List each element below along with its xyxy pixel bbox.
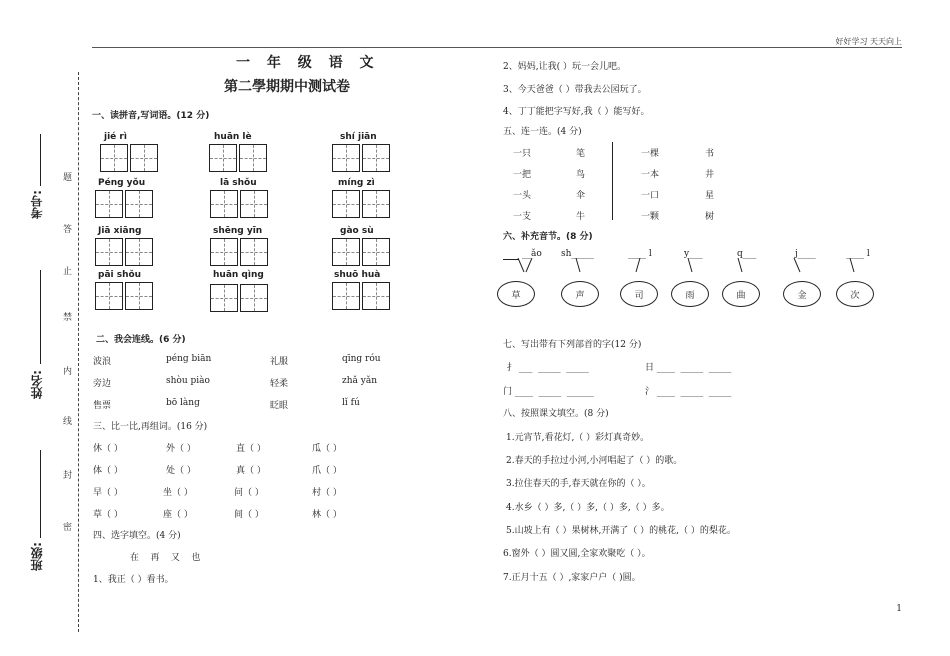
exam-subtitle: 第二學期期中测试卷 — [224, 79, 350, 95]
measure-word: 一支 — [513, 212, 532, 222]
section-heading: 三、比一比,再组词。(16 分) — [93, 422, 208, 432]
char-bubble: 司 — [620, 281, 658, 307]
match-word: 售票 — [93, 401, 112, 411]
seal-char: 密 — [63, 523, 73, 533]
class-label: 班级: — [30, 542, 44, 571]
section-heading: 一、读拼音,写词语。(12 分) — [92, 111, 210, 121]
measure-word: 一口 — [641, 191, 660, 201]
section-heading: 二、我会连线。(6 分) — [96, 335, 186, 345]
measure-word: 一头 — [513, 191, 532, 201]
syllable-blank[interactable]: q___ — [737, 249, 757, 259]
radical-row[interactable]: 扌 ___ _____ _____ — [507, 363, 589, 373]
pinyin-label: Péng yǒu — [98, 178, 146, 188]
writing-grid[interactable] — [209, 144, 269, 172]
measure-word: 一棵 — [641, 149, 660, 159]
header-motto: 好好学习 天天向上 — [835, 37, 902, 46]
fill-item[interactable]: 2、妈妈,让我( ）玩一会儿吧。 — [503, 62, 626, 72]
radical-row[interactable]: 日 ____ _____ _____ — [645, 363, 732, 373]
char-bubble: 金 — [783, 281, 821, 307]
syllable-blank[interactable]: ____ l — [846, 249, 870, 259]
noun-word: 星 — [705, 191, 715, 201]
pinyin-label: jié rì — [104, 132, 127, 142]
radical-row[interactable]: 氵 ____ _____ _____ — [645, 387, 732, 397]
writing-grid[interactable] — [95, 238, 155, 266]
syllable-blank[interactable]: j____ — [795, 249, 816, 259]
measure-word: 一只 — [513, 149, 532, 159]
writing-grid[interactable] — [95, 282, 155, 310]
compare-item[interactable]: 问（ ） — [234, 488, 264, 498]
writing-grid[interactable] — [100, 144, 160, 172]
section-heading: 七、写出带有下列部首的字(12 分) — [503, 340, 642, 350]
match-pinyin: lǐ fú — [342, 398, 360, 408]
syllable-blank[interactable]: sh_____ — [561, 249, 594, 259]
compare-item[interactable]: 真（ ） — [236, 466, 266, 476]
bubble-tails — [510, 258, 900, 274]
noun-word: 树 — [705, 212, 715, 222]
compare-item[interactable]: 间（ ） — [234, 510, 264, 520]
pinyin-label: shēng yīn — [213, 226, 263, 236]
noun-word: 笔 — [576, 149, 586, 159]
seal-char: 止 — [63, 267, 73, 277]
writing-grid[interactable] — [332, 190, 392, 218]
char-bubble: 草 — [497, 281, 535, 307]
exam-title: 一 年 级 语 文 — [236, 55, 380, 71]
char-bubble: 声 — [561, 281, 599, 307]
pinyin-label: pāi shǒu — [98, 270, 142, 280]
match-word: 轻柔 — [270, 379, 289, 389]
match-word: 波浪 — [93, 357, 112, 367]
compare-item[interactable]: 处（ ） — [166, 466, 196, 476]
radical-row[interactable]: 门 ____ _____ ______ — [503, 387, 594, 397]
measure-word: 一把 — [513, 170, 532, 180]
pinyin-label: Jiā xiāng — [98, 226, 142, 236]
fill-item[interactable]: 3.拉住春天的手,春天就在你的（ ）。 — [506, 479, 651, 489]
compare-item[interactable]: 爪（ ） — [312, 466, 342, 476]
fill-item[interactable]: 7.正月十五（ ）,家家户户（ )圆。 — [503, 573, 641, 583]
syllable-blank[interactable]: y___ — [684, 249, 703, 259]
page-number: 1 — [896, 604, 902, 614]
syllable-blank[interactable]: __ǎo — [522, 249, 542, 259]
compare-item[interactable]: 体（ ） — [93, 466, 123, 476]
match-word: 眨眼 — [270, 401, 289, 411]
pinyin-label: shuō huà — [334, 270, 381, 280]
noun-word: 牛 — [576, 212, 586, 222]
noun-word: 书 — [705, 149, 715, 159]
noun-word: 鸟 — [576, 170, 586, 180]
noun-word: 井 — [705, 170, 715, 180]
match-word: 礼服 — [270, 357, 289, 367]
writing-grid[interactable] — [210, 284, 270, 312]
compare-item[interactable]: 休（ ） — [93, 444, 123, 454]
exam-number-label: 考号: — [30, 190, 44, 219]
binding-dashed-line — [78, 72, 79, 632]
exam-number-line[interactable] — [40, 134, 41, 186]
fill-item[interactable]: 5.山坡上有（ ）果树林,开满了（ ）的桃花,（ ）的梨花。 — [506, 526, 736, 536]
writing-grid[interactable] — [332, 238, 392, 266]
section-heading: 四、选字填空。(4 分) — [93, 531, 181, 541]
char-bubble: 雨 — [671, 281, 709, 307]
pinyin-label: lā shǒu — [220, 178, 257, 188]
pinyin-label: shí jiān — [340, 132, 377, 142]
seal-char: 内 — [63, 367, 73, 377]
fill-item[interactable]: 2.春天的手拉过小河,小河唱起了（ ）的歌。 — [506, 456, 683, 466]
match-pinyin: shòu piào — [166, 376, 210, 386]
fill-item[interactable]: 4.水乡（ ）多,（ ）多,（ ）多,（ ）多。 — [506, 503, 670, 513]
section-heading: 五、连一连。(4 分) — [503, 127, 582, 137]
compare-item[interactable]: 座（ ） — [163, 510, 193, 520]
seal-char: 禁 — [63, 313, 73, 323]
compare-item[interactable]: 直（ ） — [236, 444, 266, 454]
pinyin-label: gào sù — [340, 226, 374, 236]
measure-word: 一本 — [641, 170, 660, 180]
char-bubble: 次 — [836, 281, 874, 307]
pinyin-label: huān lè — [214, 132, 252, 142]
seal-char: 答 — [63, 225, 73, 235]
column-divider — [612, 142, 613, 220]
compare-item[interactable]: 外（ ） — [166, 444, 196, 454]
compare-item[interactable]: 村（ ） — [312, 488, 342, 498]
seal-char: 线 — [63, 417, 73, 427]
writing-grid[interactable] — [210, 190, 270, 218]
syllable-blank[interactable]: ____ l — [628, 249, 652, 259]
section-heading: 六、补充音节。(8 分) — [503, 232, 593, 242]
match-word: 旁边 — [93, 379, 112, 389]
header-rule — [92, 47, 902, 48]
seal-char: 封 — [63, 471, 73, 481]
compare-item[interactable]: 林（ ） — [312, 510, 342, 520]
fill-item[interactable]: 3、今天爸爸（ ）带我去公园玩了。 — [503, 85, 647, 95]
writing-grid[interactable] — [332, 282, 392, 310]
choice-words: 在 再 又 也 — [130, 553, 201, 563]
match-pinyin: zhǎ yǎn — [342, 376, 378, 386]
writing-grid[interactable] — [95, 190, 155, 218]
class-line[interactable] — [40, 450, 41, 538]
compare-item[interactable]: 早（ ） — [93, 488, 123, 498]
section-heading: 八、按照课文填空。(8 分) — [503, 409, 609, 419]
match-pinyin: péng biān — [166, 354, 212, 364]
noun-word: 伞 — [576, 191, 586, 201]
name-label: 姓名: — [30, 370, 44, 399]
pinyin-label: huān qìng — [213, 270, 264, 280]
match-pinyin: qīng róu — [342, 354, 381, 364]
char-bubble: 曲 — [722, 281, 760, 307]
pinyin-label: míng zì — [338, 178, 375, 188]
fill-item[interactable]: 1、我正（ ）看书。 — [93, 575, 174, 585]
fill-item[interactable]: 1.元宵节,看花灯,（ ）彩灯真奇妙。 — [506, 433, 650, 443]
measure-word: 一颗 — [641, 212, 660, 222]
seal-char: 题 — [63, 173, 73, 183]
name-line[interactable] — [40, 270, 41, 364]
fill-item[interactable]: 6.窗外（ ）圆又圆,全家欢聚吃（ ）。 — [503, 549, 651, 559]
writing-grid[interactable] — [332, 144, 392, 172]
fill-item[interactable]: 4、丁丁能把字写好,我（ ）能写好。 — [503, 107, 650, 117]
match-pinyin: bō làng — [166, 398, 200, 408]
compare-item[interactable]: 坐（ ） — [163, 488, 193, 498]
writing-grid[interactable] — [210, 238, 270, 266]
compare-item[interactable]: 草（ ） — [93, 510, 123, 520]
compare-item[interactable]: 瓜（ ） — [312, 444, 342, 454]
